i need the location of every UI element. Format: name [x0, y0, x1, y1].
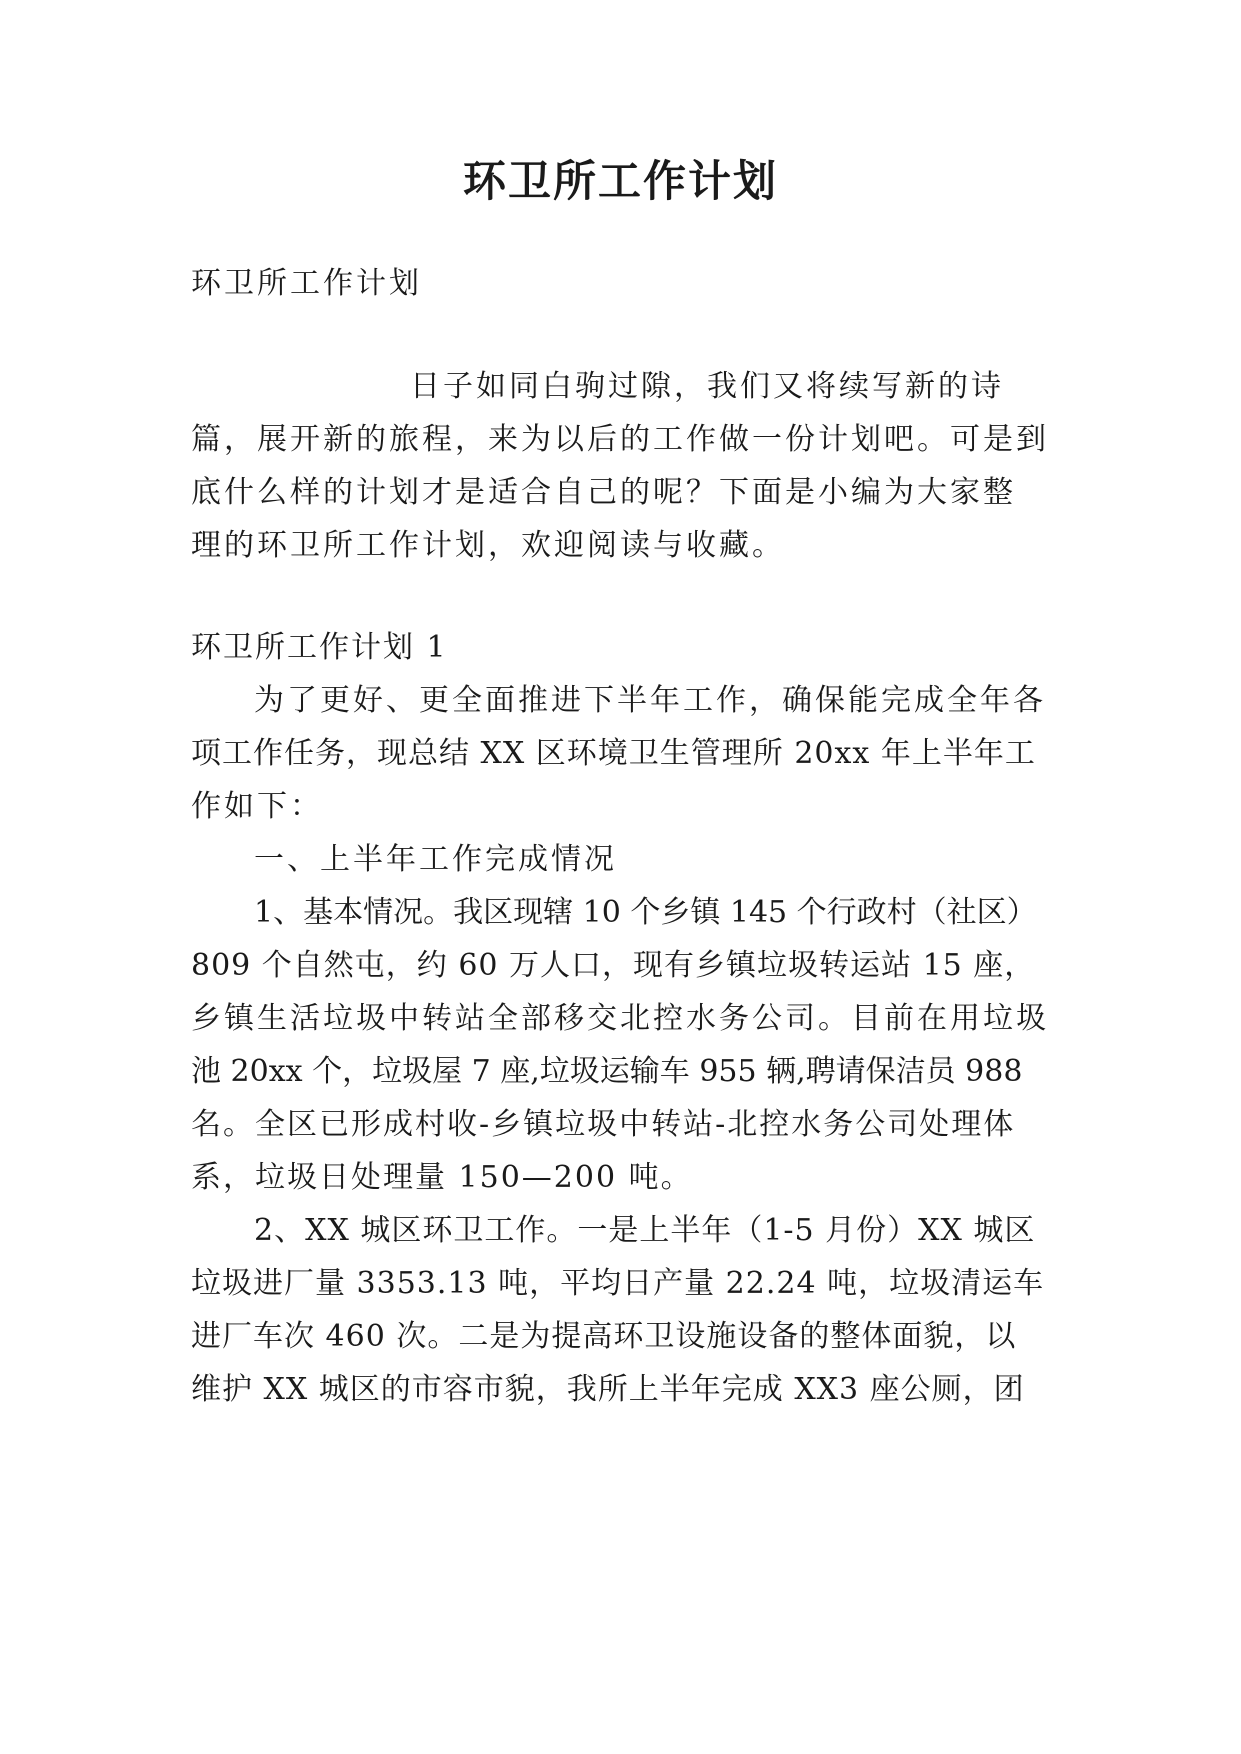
body-line: 2、XX 城区环卫工作。一是上半年（1-5 月份）XX 城区	[254, 1213, 1036, 1248]
document-subtitle: 环卫所工作计划	[191, 266, 422, 301]
body-line: 一、上半年工作完成情况	[254, 842, 617, 877]
body-line: 项工作任务，现总结 XX 区环境卫生管理所 20xx 年上半年工	[191, 736, 1036, 771]
section-heading: 环卫所工作计划 1	[191, 630, 448, 665]
body-line: 1、基本情况。我区现辖 10 个乡镇 145 个行政村（社区）	[254, 895, 1037, 930]
intro-line: 篇，展开新的旅程，来为以后的工作做一份计划吧。可是到	[191, 422, 1049, 457]
intro-line: 底什么样的计划才是适合自己的呢？下面是小编为大家整	[191, 475, 1016, 510]
body-line: 池 20xx 个，垃圾屋 7 座,垃圾运输车 955 辆,聘请保洁员 988	[191, 1054, 1023, 1089]
body-line: 名。全区已形成村收-乡镇垃圾中转站-北控水务公司处理体	[191, 1107, 1016, 1142]
body-line: 系，垃圾日处理量 150—200 吨。	[191, 1160, 693, 1195]
intro-line: 理的环卫所工作计划，欢迎阅读与收藏。	[191, 528, 785, 563]
body-line: 进厂车次 460 次。二是为提高环卫设施设备的整体面貌，以	[191, 1319, 1017, 1354]
document-title: 环卫所工作计划	[463, 157, 778, 207]
body-line: 809 个自然屯，约 60 万人口，现有乡镇垃圾转运站 15 座，	[191, 948, 1036, 983]
body-line: 乡镇生活垃圾中转站全部移交北控水务公司。目前在用垃圾	[191, 1001, 1049, 1036]
body-line: 垃圾进厂量 3353.13 吨，平均日产量 22.24 吨，垃圾清运车	[191, 1266, 1045, 1301]
body-line: 维护 XX 城区的市容市貌，我所上半年完成 XX3 座公厕，团	[191, 1372, 1025, 1407]
intro-line: 日子如同白驹过隙，我们又将续写新的诗	[410, 369, 1004, 404]
body-line: 为了更好、更全面推进下半年工作，确保能完成全年各	[254, 683, 1046, 718]
body-line: 作如下：	[191, 789, 323, 824]
